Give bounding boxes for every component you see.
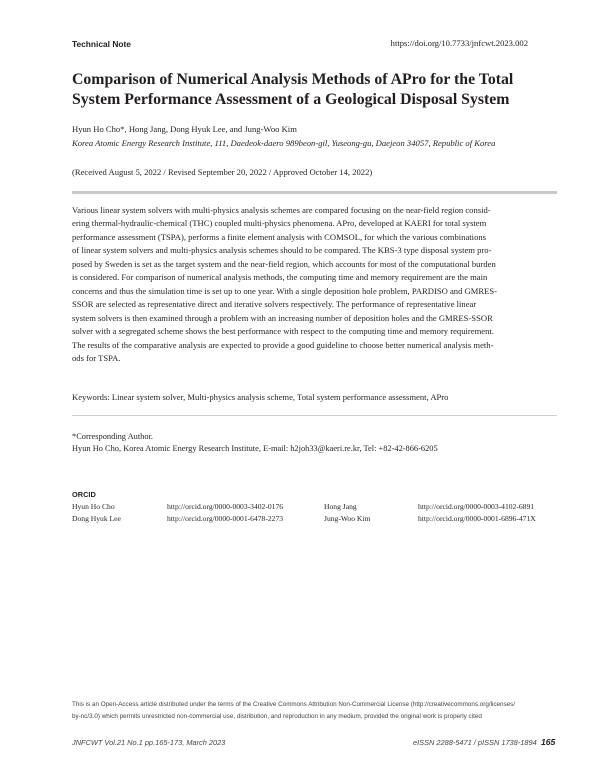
author-list: Hyun Ho Cho*, Hong Jang, Dong Hyuk Lee, and Jung-Woo Kim — [72, 124, 297, 134]
orcid-link[interactable]: http://orcid.org/0000-0001-6478-2273 — [167, 514, 284, 523]
journal-citation: JNFCWT Vol.21 No.1 pp.165-173, March 2023 — [72, 738, 226, 747]
doi-link[interactable]: https://doi.org/10.7733/jnfcwt.2023.002 — [390, 38, 528, 48]
abstract — [72, 204, 553, 365]
affiliation: Korea Atomic Energy Research Institute, 111, Daedeok-daero 989beon-gil, Yuseong-gu, Daejeon 34057, Republic of Korea — [72, 138, 496, 148]
article-title: Comparison of Numerical Analysis Methods of APro for the Total System Performance Assessment of a Geological Disposal System — [72, 71, 514, 108]
orcid-name: Dong Hyuk Lee — [72, 514, 121, 523]
keywords: Keywords: Linear system solver, Multi-physics analysis scheme, Total system performance assessment, APro — [72, 392, 449, 402]
orcid-name: Jung-Woo Kim — [324, 514, 371, 523]
abstract-line: solver with a segregated scheme shows the best performance with respect to the computing time and memory requirement. — [72, 326, 494, 337]
abstract-line: The results of the comparative analysis are expected to provide a good guideline to choose better numerical analysis meth- — [72, 339, 494, 350]
keywords-divider — [72, 415, 557, 416]
abstract-top-divider — [72, 191, 557, 194]
license-notice — [72, 699, 550, 722]
abstract-line: performance assessment (TSPA), performs a finite element analysis with COMSOL, for which the various combinations — [72, 231, 487, 242]
abstract-line: posed by Sweden is set as the target system and the near-field region, which accounts for most of the computational burden — [72, 258, 496, 269]
abstract-line: of linear system solvers and multi-physics analysis schemes should to be compared. The KBS-3 type disposal system pro- — [72, 245, 492, 256]
abstract-line: ering thermal-hydraulic-chemical (THC) coupled multi-physics phenomena. APro, developed at KAERI for total system — [72, 218, 487, 229]
abstract-line: system solvers is then examined through a problem with an increasing number of deposition holes and the GMRES-SSOR — [72, 312, 493, 323]
abstract-line: SSOR are selected as representative direct and iterative solvers respectively. The performance of representative linear — [72, 299, 477, 310]
orcid-link[interactable]: http://orcid.org/0000-0003-4102-6891 — [418, 502, 535, 511]
orcid-heading: ORCID — [72, 490, 96, 499]
corresponding-author-label: *Corresponding Author. — [72, 432, 153, 441]
license-line: This is an Open-Access article distributed under the terms of the Creative Commons Attribution Non-Commercial License (http://creativecommons.org/licenses/ — [72, 701, 516, 708]
license-line: by-nc/3.0) which permits unrestricted non-commercial use, distribution, and reproduction in any medium, provided the original work is properly cited — [72, 712, 482, 720]
article-type-label: Technical Note — [72, 39, 131, 49]
issn-info: eISSN 2288-5471 / pISSN 1738-1894 — [413, 738, 537, 747]
orcid-name: Hong Jang — [324, 502, 357, 511]
orcid-name: Hyun Ho Cho — [72, 502, 115, 511]
corresponding-author-info: Hyun Ho Cho, Korea Atomic Energy Research Institute, E-mail: h2joh33@kaeri.re.kr, Tel: +82-42-866-6205 — [72, 444, 438, 453]
orcid-link[interactable]: http://orcid.org/0000-0001-6896-471X — [418, 514, 536, 523]
submission-dates: (Received August 5, 2022 / Revised September 20, 2022 / Approved October 14, 2022) — [72, 167, 373, 177]
abstract-line: is considered. For comparison of numerical analysis methods, the computing time and memory requirement are the main — [72, 272, 488, 283]
abstract-line: concerns and thus the simulation time is set up to one year. With a single deposition hole problem, PARDISO and GMRES- — [72, 285, 497, 296]
abstract-line: ods for TSPA. — [72, 352, 121, 363]
abstract-line: Various linear system solvers with multi-physics analysis schemes are compared focusing on the near-field region consid- — [72, 205, 491, 215]
page-number: 165 — [541, 737, 556, 747]
orcid-link[interactable]: http://orcid.org/0000-0003-3402-0176 — [167, 502, 284, 511]
